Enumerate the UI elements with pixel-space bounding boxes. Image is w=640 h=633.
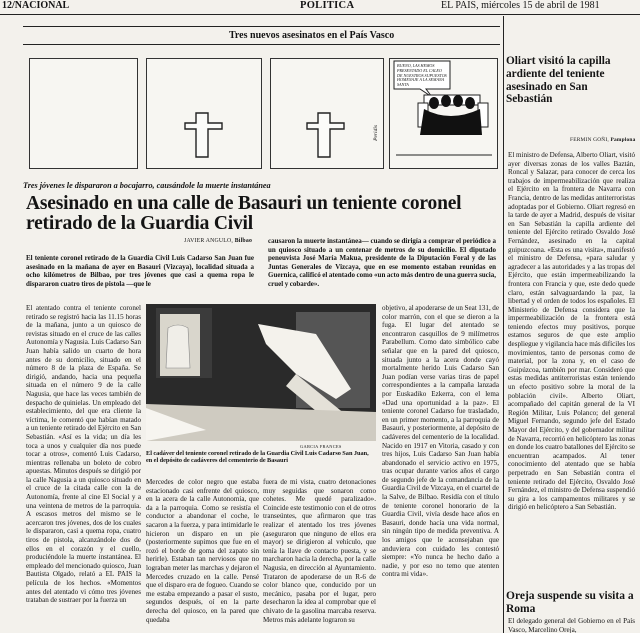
- side-byline-name: FERMIN GOÑI,: [570, 137, 609, 143]
- cartoon-panel-3: [270, 58, 384, 169]
- section-name: POLITICA: [300, 0, 355, 11]
- main-headline: Asesinado en una calle de Basauri un teniente coronel retirado de la Guardia Civil: [26, 193, 462, 234]
- byline-name: JAVIER ANGULO,: [184, 238, 234, 244]
- main-col-3: fuera de mi vista, cuatro detonaciones muy seguidas que sonaron como cohetes. Me quedé paralizado». Coincide este testimonio con el de otros transeúntes, que afirmaron que tras realizar el atentado los tres jóvenes (aseguraron que ninguno de ellos era mayor) se dirigieron al vehículo, que tenía la llave de contacto puesta, y se marcharon hacia la derecha, por la calle Nagusia, en dirección al Ayuntamiento. Trataron de apoderarse de un R-6 de color blanco que, conducido por un mecánico, pasaba por el lugar, pero desecharon la idea al comprobar que el chivato de la gasolina marcaba reserva. Metros más adelante lograron su: [263, 478, 376, 624]
- cartoon-panel-4: [389, 58, 498, 169]
- column-divider: [503, 16, 504, 633]
- cartoon-panel-1: [29, 58, 138, 169]
- body-photo-icon: [146, 304, 376, 441]
- cartoon-panel-2: [146, 58, 262, 169]
- cartoon-bubble: BUENO, LAS HEMOS PRESENTADO EL CALEO DE NUESTROS SUPUESTOS HOMENAJE A LA SEMANA SANTA: [397, 63, 447, 88]
- side-byline: [570, 137, 635, 143]
- side-body: El ministro de Defensa, Alberto Oliart, visitó ayer diversas zonas de los valles Baztán, Roncal y Salazar, para conocer de cerca los trabajos de impermeabilización que realiza el Ejército en la frontera de Navarra con Francia, dentro de las medidas antiterroristas adoptadas por el Gobierno. Oliart regresó en la tarde de ayer a Madrid, después de visitar en San Sebastián la capilla ardiente del teniente del Ejército retirado Osvaldo José Fernández, asesinado en la capital guipuzcoana. «Esta es una visita», manifestó el ministro de Defensa, «para saludar y agradecer a las autoridades y a las tropas del Ejército, que están impermeabilizando la frontera con Francia y que, este dedo quede claro, están salvaguardando la paz, la libertad y el orden de todos los españoles. El Ministerio de Defensa considera que la impermeabilización de la frontera está teniendo efectos muy positivos, porque estamos seguros de que este amplio despliegue y vigilancia hace más difíciles los movimientos, tanto de personas como de material, por la zona y, en el caso de Guipúzcoa, también por mar. Consideró que estas medidas antiterroristas están teniendo un efecto positivo sobre la moral de la población civil». Alberto Oliart, acompañado del capitán general de la VI Región Militar, Luis Polanco; del general Miguel Fernando, segundo jefe del Estado Mayor del Ejército, y del gobernador militar de Navarra, recorrió en helicóptero las zonas en donde los cuatro batallones del Ejército se encuentran acampados. Al tener conocimiento del atentado que se había perpetrado en San Sebastián contra el teniente retirado del Ejército, Osvaldo José Fernández, el ministro de Defensa suspendió su gira a los campamentos militares y se dirigió en helicóptero a San Sebastián.: [508, 151, 635, 512]
- cartoon-signature: Peridis: [373, 125, 379, 141]
- cartoon-title: Tres nuevos asesinatos en el País Vasco: [229, 30, 395, 41]
- side-headline: Oliart visitó la capilla ardiente del teniente asesinado en San Sebastián: [506, 55, 611, 106]
- cross-icon: [147, 59, 261, 168]
- main-col-2: Mercedes de color negro que estaba estacionado casi enfrente del quiosco, en la acera de la calle Autonomía, que da a la parroquia. Como se resistía el conductor a abandonar el coche, le sacaron a la fuerza, y para intimidarle le hicieron un disparo en un pie (posteriormente supimos que fue en el rozó el borde de goma del zapato sin herirle). Estaban tan nerviosos que no lograban meter las marchas y dejaron el Mercedes cruzado en la calle. Pensé que el disparo era de fogueo. Cuando se me estaba empezando a pasar el susto, segundos después, oí en la parte derecha del quiosco, en la pared que quedaba: [146, 478, 259, 624]
- page-header: [0, 0, 640, 15]
- strip-caption: Tres jóvenes le dispararon a bocajarro, causándole la muerte instantánea: [23, 181, 271, 190]
- cartoon-top-rule: [23, 26, 500, 27]
- photo-credit: GARCIA FRANCES: [300, 444, 342, 449]
- cartoon-mid-rule: [23, 44, 500, 45]
- dateline: EL PAIS, miércoles 15 de abril de 1981: [441, 0, 600, 11]
- byline-place: Bilbao: [234, 238, 253, 244]
- byline: [184, 238, 252, 244]
- photo-cadaver: [146, 304, 376, 441]
- page-number: 12/NACIONAL: [2, 0, 70, 11]
- lead-left: El teniente coronel retirado de la Guardia Civil Luis Cadarso San Juan fue asesinado en la mañana de ayer en Basauri (Vizcaya), localidad situada a ocho kilómetros de Bilbao, por tres jóvenes que casi a quema ropa le dispararon cuatro tiros de pistola —que le: [26, 254, 254, 288]
- lead-right: causaron la muerte instantánea— cuando se dirigía a comprar el periódico a un quiosco situado a un centenar de metros de su domicilio. El diputado peneuvista José María Makua, presidente de la Diputación Foral y de las Juntas Generales de Vizcaya, que en ese momento estaban reunidas en Guernica, calificó el atentado como «un acto más dentro de una guerra sucia, cruel y cobarde».: [268, 237, 496, 288]
- cross-icon: [271, 59, 383, 168]
- side-sub-body: El delegado general del Gobierno en el País Vasco, Marcelino Oreja,: [508, 617, 635, 633]
- main-col-4: objetivo, al apoderarse de un Seat 131, de color marrón, con el que se dieron a la fuga. El lugar del atentado se encontraron casquillos de 9 milímetros Parabellum. Como dato simbólico cabe señalar que en la pared del quiosco, situada junto a la acera donde cayó mortalmente herido Luis Cadarso San Juan podían verse varias tiras de papel correspondientes a la campaña lanzada por Euskadiko Ezkerra, con el lema «Dad una oportunidad a la paz». El teniente coronel Cadarso fue trasladado, en un primer momento, a la parroquia de Basauri, y posteriormente, al depósito de cadáveres del cementerio de la localidad. Nacido en 1917 en Vitoria, casado y con tres hijos, Luis Cadarso San Juan había abandonado el servicio activo en 1975, tras ocupar durante varios años el cargo de segundo jefe de la comandancia de la Guardia Civil de Vizcaya, en el cuartel de la Salve, de Bilbao. Residía con el título de teniente coronel honorario de la Guardia Civil, vivía desde hace años en Basauri, donde hacía una vida normal, sin ningún tipo de medida preventiva. A los amigos que le aconsejaban que anduviera con cuidado les contestó siempre: «Yo nunca he hecho daño a nadie, y por eso no temo que atenten contra mi vida».: [382, 304, 499, 579]
- main-col-1: El atentado contra el teniente coronel retirado se registró hacia las 11.15 horas de la mañana, junto a un quiosco de revistas situado en el cruce de las calles Autonomía y Nagusia. Luis Cadarso San Juan había salido un cuarto de hora antes de su domicilio, situado en el número 8 de la plaza de España. Se dirigió, andando, hacia una pequeña situada en el número 9 de la calle Nagusia, que hace las veces también de despacho de quinielas. Un empleado del establecimiento, del que era cliente la víctima, le comentó que habían matado a un teniente retirado del Ejército en San Sebastián. «Así es la vida; un día les toca a unos y cualquier día nos puede tocar a otros», comentó Luis Cadarso, mientras rellenaba un boleto de cobro apuestas. Minutos después se dirigió por la calle Nagusia a un quiosco situado en el cruce de la citada calle con la de Autonomía, frente al cine El Social y a una veintena de metros de la parroquia. A escasos metros del mismo se le acercaron tres jóvenes, dos de los cuales le dispararon, casi a quema ropa, cuatro tiros de pistola, alcanzándole dos de ellos en el corazón y el cuello, produciéndole la muerte instantánea. El empleado del mencionado quiosco, Juan Bautista Olgado, relató a EL PAIS la película de los hechos. «Momentos antes del atentado vi cómo tres jóvenes trataban de sustraer por la fuerza un: [26, 304, 141, 605]
- side-subheadline: Oreja suspende su visita a Roma: [506, 590, 634, 615]
- side-byline-place: Pamplona: [610, 137, 636, 143]
- photo-caption: El cadáver del teniente coronel retirado de la Guardia Civil Luis Cadarso San Juan, en el depósito de cadáveres del cementerio de Basauri: [146, 450, 369, 465]
